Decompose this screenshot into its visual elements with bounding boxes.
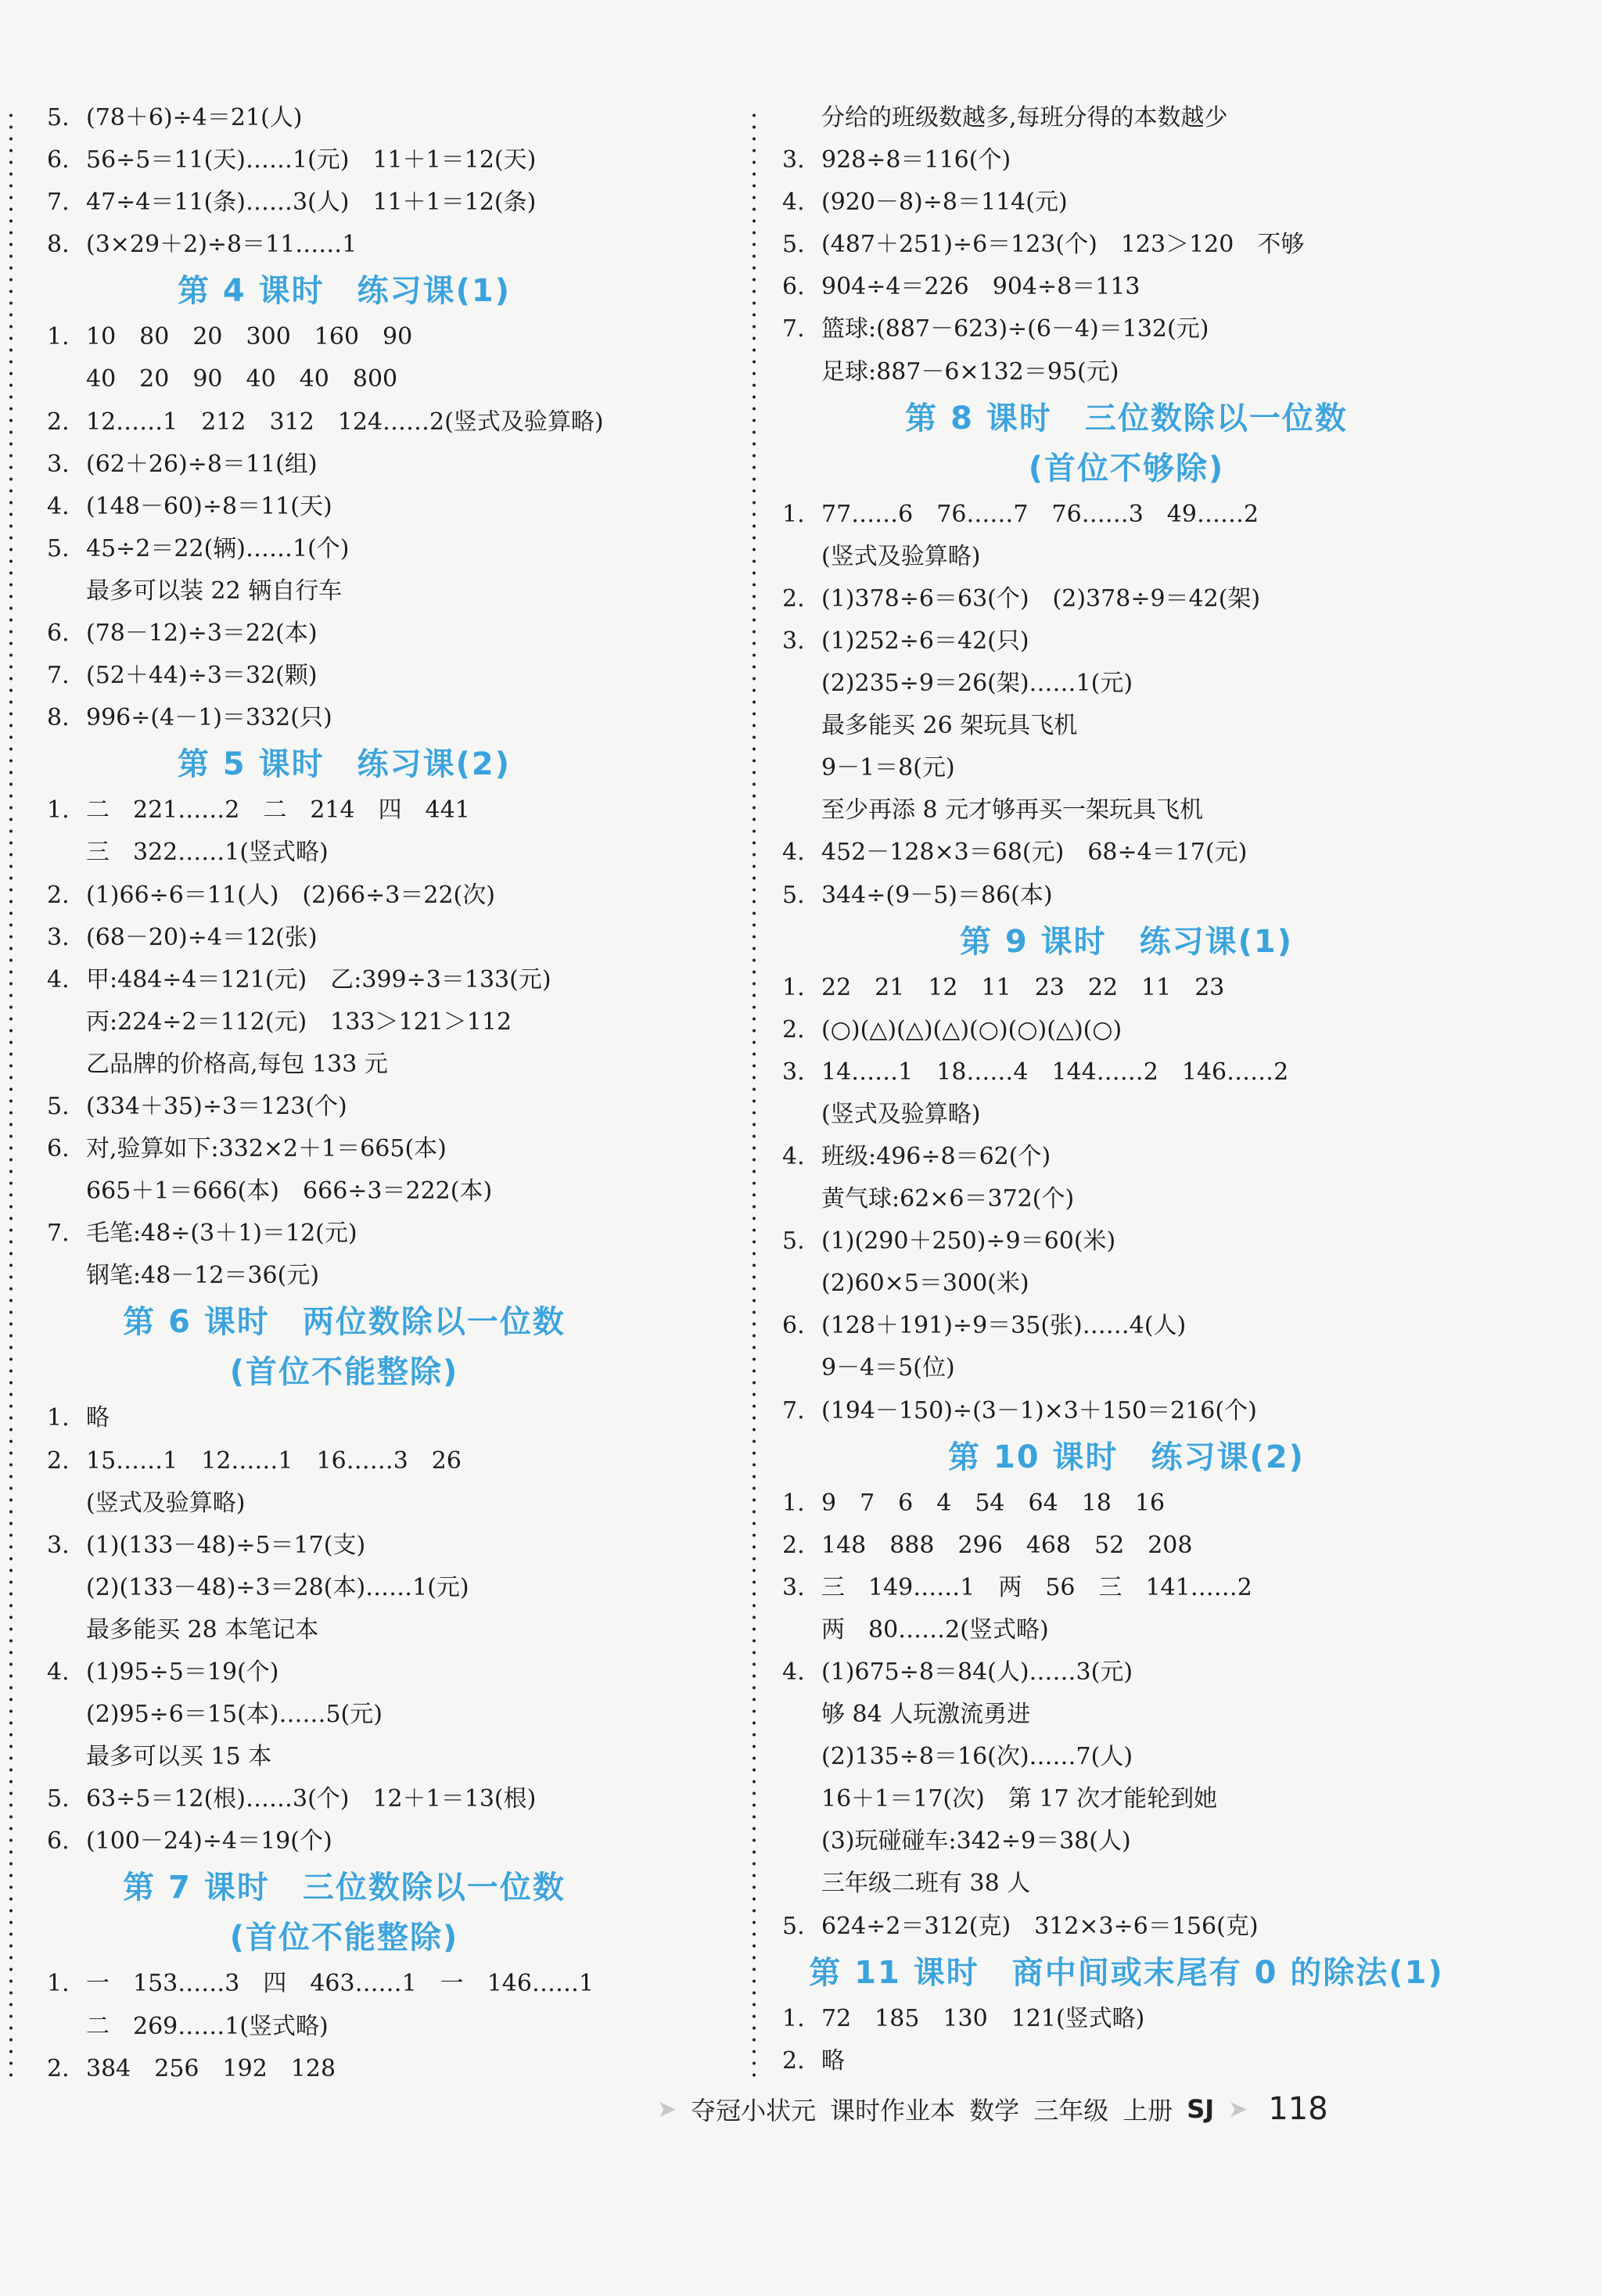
answer-row: [47, 358, 735, 401]
answer-row: [782, 1525, 1533, 1567]
answer-row: [782, 1694, 1533, 1736]
answer-row: [782, 351, 1533, 393]
answer-row: [47, 401, 735, 444]
answer-text: (2)60×5＝300(米): [821, 1270, 1029, 1298]
answer-row: [47, 1255, 735, 1297]
answer-row: [782, 1778, 1533, 1820]
answer-text: (487＋251)÷6＝123(个) 123＞120 不够: [821, 231, 1305, 259]
answer-text: (128＋191)÷9＝35(张)……4(人): [821, 1312, 1187, 1340]
answer-row: [782, 1651, 1533, 1694]
lesson-heading: (首位不能整除): [229, 1920, 459, 1956]
answer-row: [47, 444, 735, 486]
question-number: 5.: [47, 104, 70, 131]
question-number: 4.: [47, 1658, 70, 1686]
answer-row: [782, 1482, 1533, 1525]
answer-row: [47, 1044, 735, 1086]
answer-row: [782, 789, 1533, 832]
answer-text: (竖式及验算略): [821, 542, 981, 570]
answer-text: (194－150)÷(3－1)×3＋150＝216(个): [821, 1396, 1257, 1425]
answer-row: [47, 655, 735, 697]
answer-text: 两 80……2(竖式略): [821, 1615, 1049, 1644]
left-answer-column: [47, 97, 735, 2090]
lesson-heading: (首位不能整除): [229, 1354, 459, 1391]
question-number: 6.: [47, 1827, 70, 1856]
answer-text: 45÷2＝22(辆)……1(个): [86, 534, 350, 562]
answer-row: [47, 1694, 735, 1736]
answer-text: 77……6 76……7 76……3 49……2: [821, 500, 1259, 528]
answer-row: [782, 620, 1533, 663]
answer-text: 63÷5＝12(根)……3(个) 12＋1＝13(根): [86, 1785, 537, 1813]
question-number: 3.: [782, 627, 805, 655]
answer-text: (78－12)÷3＝22(本): [86, 620, 318, 648]
answer-row: [47, 959, 735, 1001]
answer-text: 最多能买 28 本笔记本: [86, 1615, 319, 1644]
answer-row: [782, 747, 1533, 789]
answer-text: 足球:887－6×132＝95(元): [821, 358, 1119, 386]
lesson-heading: (首位不够除): [1028, 450, 1225, 487]
answer-text: (3)玩碰碰车:342÷9＝38(人): [821, 1827, 1131, 1856]
question-number: 5.: [782, 881, 805, 909]
question-number: 7.: [782, 315, 805, 343]
lesson-heading: 第 8 课时 三位数除以一位数: [905, 400, 1348, 437]
question-number: 1.: [782, 1489, 805, 1517]
answer-row: [782, 308, 1533, 350]
question-number: 6.: [782, 273, 805, 301]
question-number: 4.: [47, 965, 70, 993]
lesson-heading: 第 7 课时 三位数除以一位数: [123, 1870, 566, 1906]
question-number: 7.: [47, 662, 70, 690]
answer-row: [47, 2048, 735, 2090]
page-footer: [657, 2086, 1328, 2133]
question-number: 6.: [47, 1135, 70, 1163]
answer-row: [782, 578, 1533, 620]
answer-row: [47, 697, 735, 739]
answer-row: [782, 1136, 1533, 1178]
answer-text: 384 256 192 128: [86, 2054, 336, 2082]
question-number: 1.: [782, 500, 805, 528]
answer-text: 二 221……2 二 214 四 441: [86, 796, 470, 825]
question-number: 6.: [47, 146, 70, 174]
question-number: 4.: [782, 1658, 805, 1686]
answer-text: 452－128×3＝68(元) 68÷4＝17(元): [821, 839, 1248, 867]
answer-text: 钢笔:48－12＝36(元): [86, 1262, 320, 1290]
question-number: 1.: [47, 1404, 70, 1432]
answer-text: 16＋1＝17(次) 第 17 次才能轮到她: [821, 1785, 1218, 1813]
answer-row: [782, 1178, 1533, 1220]
answer-text: 乙品牌的价格高,每包 133 元: [86, 1050, 388, 1078]
answer-row: [47, 181, 735, 224]
question-number: 1.: [782, 2004, 805, 2032]
question-number: 5.: [47, 1092, 70, 1120]
answer-row: [782, 536, 1533, 578]
question-number: 7.: [47, 189, 70, 217]
right-answer-column: [782, 97, 1533, 2082]
answer-text: 最多可以装 22 辆自行车: [86, 577, 343, 605]
answer-row: [782, 663, 1533, 705]
answer-text: 对,验算如下:332×2＋1＝665(本): [86, 1135, 447, 1163]
lesson-heading: 第 9 课时 练习课(1): [959, 923, 1294, 960]
answer-text: (1)66÷6＝11(人) (2)66÷3＝22(次): [86, 881, 495, 909]
answer-text: (2)(133－48)÷3＝28(本)……1(元): [86, 1573, 469, 1601]
answer-text: 至少再添 8 元才够再买一架玩具飞机: [821, 796, 1204, 825]
answer-text: 最多可以买 15 本: [86, 1743, 272, 1771]
answer-row: [47, 1440, 735, 1482]
question-number: 7.: [782, 1396, 805, 1425]
answer-text: 三年级二班有 38 人: [821, 1870, 1031, 1898]
lesson-heading: 第 4 课时 练习课(1): [177, 273, 512, 310]
question-number: 5.: [782, 1227, 805, 1256]
arrow-icon: ➤: [657, 2095, 677, 2123]
answer-text: (1)378÷6＝63(个) (2)378÷9＝42(架): [821, 584, 1261, 613]
answer-row: [47, 875, 735, 917]
answer-text: (334＋35)÷3＝123(个): [86, 1092, 347, 1120]
question-number: 6.: [782, 1312, 805, 1340]
answer-row: [47, 1170, 735, 1213]
answer-text: 略: [821, 2046, 845, 2075]
answer-row: [47, 1736, 735, 1778]
answer-row: [782, 1347, 1533, 1389]
answer-text: 56÷5＝11(天)……1(元) 11＋1＝12(天): [86, 146, 537, 174]
answer-row: [782, 875, 1533, 917]
question-number: 3.: [782, 1573, 805, 1601]
question-number: 1.: [782, 973, 805, 1001]
answer-text: 40 20 90 40 40 800: [86, 365, 398, 393]
answer-row: [782, 181, 1533, 224]
answer-row: [782, 2040, 1533, 2082]
question-number: 3.: [47, 450, 70, 478]
footer-book: 课时作业本: [830, 2096, 956, 2125]
question-number: 2.: [782, 1531, 805, 1559]
answer-row: [47, 139, 735, 181]
question-number: 5.: [47, 1785, 70, 1813]
answer-text: 72 185 130 121(竖式略): [821, 2004, 1145, 2032]
answer-text: 篮球:(887－623)÷(6－4)＝132(元): [821, 315, 1209, 343]
answer-row: [782, 139, 1533, 181]
answer-text: (1)252÷6＝42(只): [821, 627, 1029, 655]
question-number: 3.: [47, 1531, 70, 1559]
question-number: 8.: [47, 704, 70, 732]
binding-dots-left: [9, 110, 13, 2077]
answer-row: [47, 1397, 735, 1439]
question-number: 3.: [47, 923, 70, 951]
answer-text: (68－20)÷4＝12(张): [86, 923, 318, 951]
question-number: 3.: [782, 1058, 805, 1086]
answer-text: (2)135÷8＝16(次)……7(人): [821, 1743, 1133, 1771]
answer-text: 9 7 6 4 54 64 18 16: [821, 1489, 1166, 1517]
answer-row: [47, 2006, 735, 2048]
answer-text: (竖式及验算略): [86, 1489, 246, 1517]
answer-row: [782, 494, 1533, 536]
answer-text: 一 153……3 四 463……1 一 146……1: [86, 1970, 594, 1998]
question-number: 2.: [47, 881, 70, 909]
answer-row: [47, 917, 735, 959]
lesson-heading: 第 6 课时 两位数除以一位数: [123, 1304, 566, 1341]
answer-row: [47, 789, 735, 832]
answer-row: [47, 1567, 735, 1609]
question-number: 2.: [782, 1015, 805, 1044]
answer-row: [782, 1609, 1533, 1651]
question-number: 4.: [782, 1142, 805, 1170]
lesson-heading: 第 11 课时 商中间或末尾有 0 的除法(1): [809, 1954, 1444, 1991]
answer-row: [782, 1263, 1533, 1305]
question-number: 2.: [47, 408, 70, 436]
answer-row: [47, 1651, 735, 1694]
question-number: 2.: [782, 584, 805, 613]
question-number: 4.: [47, 492, 70, 520]
answer-text: (3×29＋2)÷8＝11……1: [86, 231, 357, 259]
answer-row: [782, 1051, 1533, 1094]
answer-row: [47, 1086, 735, 1128]
answer-text: 三 149……1 两 56 三 141……2: [821, 1573, 1252, 1601]
question-number: 8.: [47, 231, 70, 259]
answer-row: [47, 1482, 735, 1525]
footer-volume: 上册: [1122, 2096, 1173, 2125]
answer-row: [782, 1220, 1533, 1263]
answer-text: 甲:484÷4＝121(元) 乙:399÷3＝133(元): [86, 965, 551, 993]
answer-text: 分给的班级数越多,每班分得的本数越少: [821, 104, 1228, 131]
question-number: 4.: [782, 839, 805, 867]
question-number: 5.: [782, 1912, 805, 1940]
answer-text: 665＋1＝666(本) 666÷3＝222(本): [86, 1177, 493, 1205]
answer-row: [47, 1820, 735, 1863]
answer-text: 班级:496÷8＝62(个): [821, 1142, 1051, 1170]
answer-text: 10 80 20 300 160 90: [86, 323, 413, 351]
question-number: 2.: [47, 1446, 70, 1475]
answer-row: [782, 705, 1533, 747]
answer-row: [782, 1567, 1533, 1609]
answer-text: 928÷8＝116(个): [821, 146, 1011, 174]
question-number: 1.: [47, 323, 70, 351]
answer-row: [47, 316, 735, 358]
answer-text: 9－4＝5(位): [821, 1354, 955, 1382]
answer-text: (2)235÷9＝26(架)……1(元): [821, 670, 1133, 698]
arrow-icon: ➤: [1228, 2095, 1248, 2123]
answer-row: [47, 1609, 735, 1651]
answer-text: (1)675÷8＝84(人)……3(元): [821, 1658, 1133, 1686]
answer-text: (148－60)÷8＝11(天): [86, 492, 332, 520]
answer-text: 148 888 296 468 52 208: [821, 1531, 1193, 1559]
answer-row: [782, 832, 1533, 874]
answer-text: 22 21 12 11 23 22 11 23: [821, 973, 1225, 1001]
answer-text: 47÷4＝11(条)……3(人) 11＋1＝12(条): [86, 189, 537, 217]
answer-text: 12……1 212 312 124……2(竖式及验算略): [86, 408, 604, 436]
question-number: 6.: [47, 620, 70, 648]
answer-text: (78＋6)÷4＝21(人): [86, 104, 303, 131]
answer-row: [47, 224, 735, 266]
answer-text: 够 84 人玩激流勇进: [821, 1701, 1031, 1729]
answer-row: [47, 570, 735, 613]
binding-dots-center: [753, 110, 756, 2077]
answer-text: 344÷(9－5)＝86(本): [821, 881, 1053, 909]
lesson-heading: 第 5 课时 练习课(2): [177, 746, 512, 783]
answer-text: (2)95÷6＝15(本)……5(元): [86, 1701, 383, 1729]
footer-subject: 数学: [969, 2096, 1020, 2125]
answer-row: [782, 1906, 1533, 1948]
lesson-heading: 第 10 课时 练习课(2): [948, 1439, 1305, 1475]
answer-row: [782, 266, 1533, 308]
answer-text: 14……1 18……4 144……2 146……2: [821, 1058, 1289, 1086]
answer-text: 最多能买 26 架玩具飞机: [821, 712, 1078, 740]
answer-text: (竖式及验算略): [821, 1100, 981, 1128]
answer-text: (○)(△)(△)(△)(○)(○)(△)(○): [821, 1015, 1122, 1044]
footer-grade: 三年级: [1033, 2096, 1109, 2125]
answer-text: 15……1 12……1 16……3 26: [86, 1446, 462, 1475]
answer-row: [47, 1213, 735, 1255]
question-number: 1.: [47, 1970, 70, 1998]
question-number: 1.: [47, 796, 70, 825]
answer-row: [47, 1778, 735, 1820]
answer-text: 9－1＝8(元): [821, 754, 955, 782]
answer-text: 略: [86, 1404, 110, 1432]
answer-row: [47, 1128, 735, 1170]
question-number: 2.: [47, 2054, 70, 2082]
answer-text: (52＋44)÷3＝32(颗): [86, 662, 318, 690]
answer-text: 三 322……1(竖式略): [86, 839, 329, 867]
answer-row: [782, 1305, 1533, 1347]
answer-row: [47, 1001, 735, 1044]
answer-text: 624÷2＝312(克) 312×3÷6＝156(克): [821, 1912, 1259, 1940]
answer-row: [782, 1390, 1533, 1432]
footer-brand: 夺冠小状元: [691, 2096, 817, 2125]
question-number: 5.: [782, 231, 805, 259]
question-number: 7.: [47, 1220, 70, 1248]
answer-text: 毛笔:48÷(3＋1)＝12(元): [86, 1220, 357, 1248]
answer-row: [47, 486, 735, 528]
answer-row: [47, 832, 735, 874]
answer-row: [782, 97, 1533, 139]
answer-row: [782, 1094, 1533, 1136]
answer-row: [782, 967, 1533, 1009]
answer-row: [47, 1963, 735, 2005]
answer-row: [782, 1820, 1533, 1863]
answer-text: (100－24)÷4＝19(个): [86, 1827, 332, 1856]
answer-text: 二 269……1(竖式略): [86, 2012, 329, 2040]
answer-row: [782, 1736, 1533, 1778]
question-number: 4.: [782, 189, 805, 217]
answer-text: (1)95÷5＝19(个): [86, 1658, 279, 1686]
answer-row: [782, 1863, 1533, 1905]
answer-row: [47, 1525, 735, 1567]
answer-text: 904÷4＝226 904÷8＝113: [821, 273, 1140, 301]
answer-text: 丙:224÷2＝112(元) 133＞121＞112: [86, 1008, 512, 1036]
answer-row: [47, 613, 735, 655]
question-number: 3.: [782, 146, 805, 174]
question-number: 5.: [47, 534, 70, 562]
question-number: 2.: [782, 2046, 805, 2075]
answer-row: [782, 1009, 1533, 1051]
answer-text: (920－8)÷8＝114(元): [821, 189, 1068, 217]
answer-text: 黄气球:62×6＝372(个): [821, 1185, 1075, 1213]
page-number: 118: [1268, 2091, 1328, 2127]
answer-text: (1)(290＋250)÷9＝60(米): [821, 1227, 1116, 1256]
answer-text: 996÷(4－1)＝332(只): [86, 704, 332, 732]
answer-text: (1)(133－48)÷5＝17(支): [86, 1531, 366, 1559]
answer-row: [782, 1998, 1533, 2040]
answer-row: [782, 224, 1533, 266]
answer-text: (62＋26)÷8＝11(组): [86, 450, 318, 478]
answer-row: [47, 97, 735, 139]
answer-row: [47, 528, 735, 570]
footer-edition: SJ: [1187, 2094, 1215, 2124]
